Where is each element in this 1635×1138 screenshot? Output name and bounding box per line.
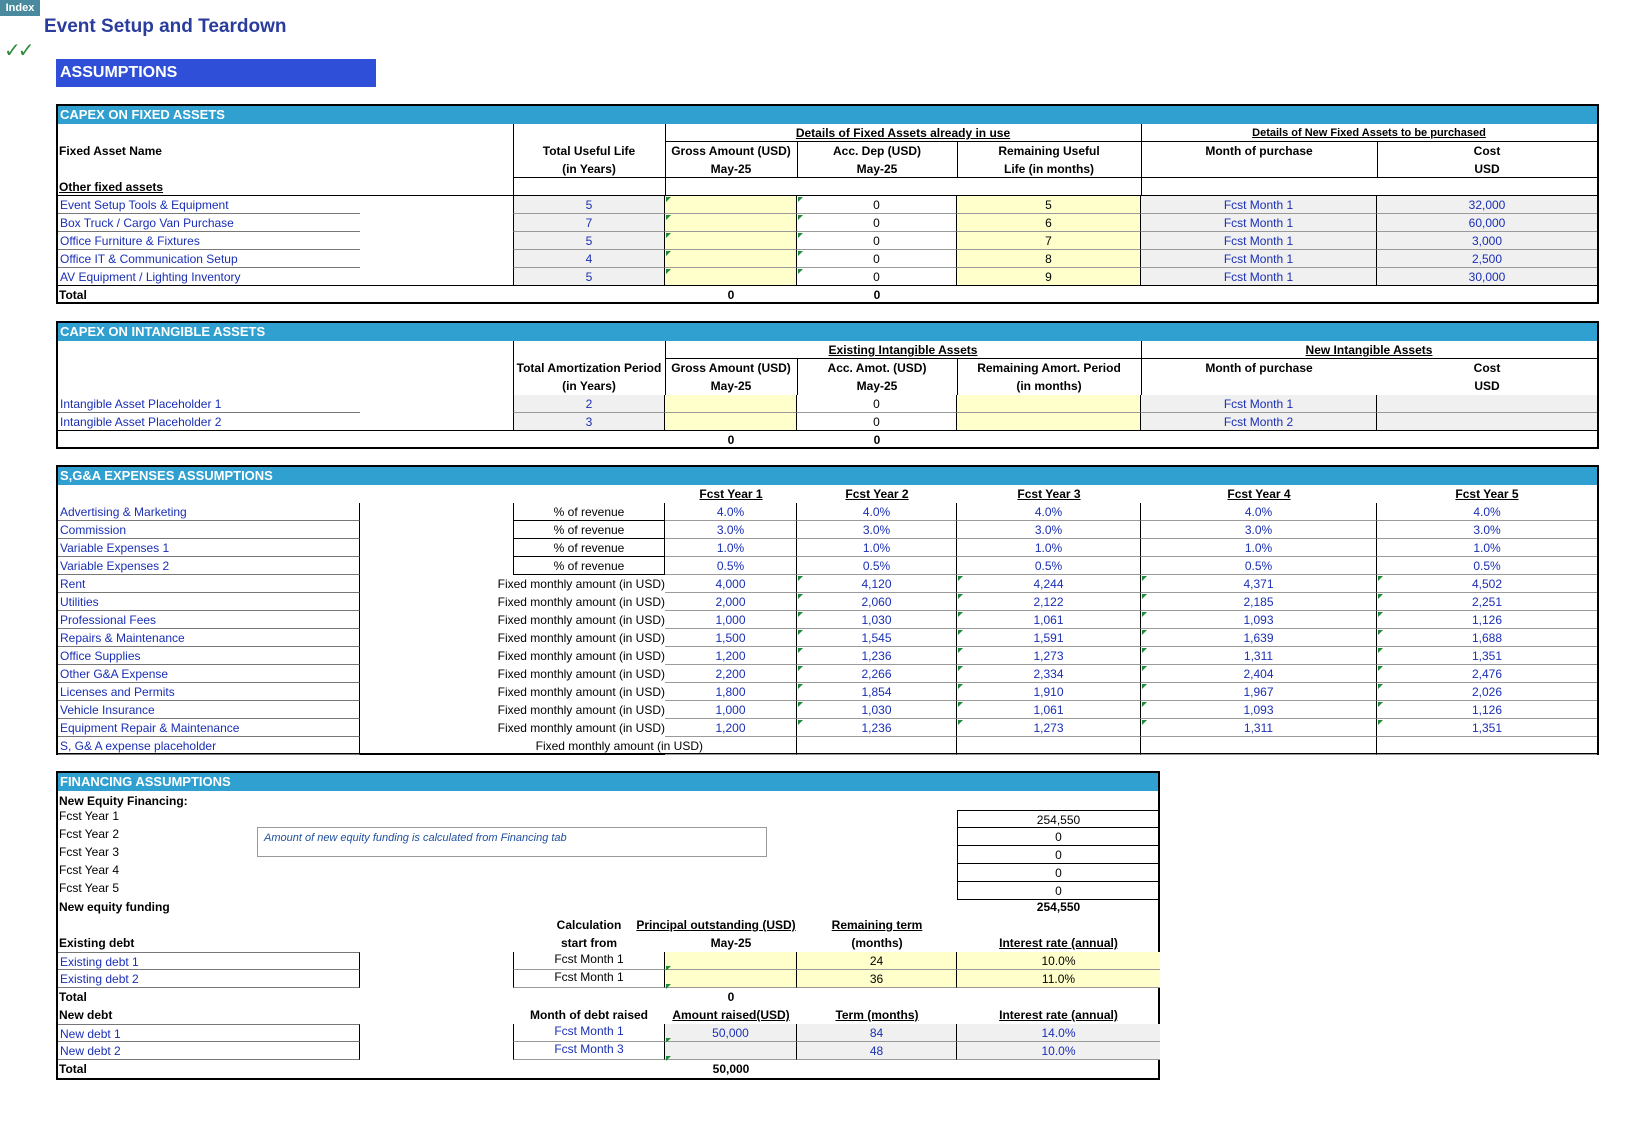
col-month-purchase: Month of purchase <box>1205 144 1313 158</box>
sga-value[interactable]: 3.0% <box>665 521 797 539</box>
fixed-useful-life[interactable]: 7 <box>513 214 665 232</box>
sga-expense-name: Advertising & Marketing <box>58 503 360 521</box>
input-marker-icon <box>666 233 671 238</box>
input-marker-icon <box>1378 648 1383 653</box>
existing-debt-rate[interactable]: 10.0% <box>957 952 1160 970</box>
sga-basis: % of revenue <box>513 557 665 575</box>
sga-value[interactable]: 1,061 <box>957 611 1141 629</box>
fixed-month-purchase[interactable]: Fcst Month 1 <box>1141 268 1377 286</box>
fixed-gross-amount[interactable] <box>665 232 797 250</box>
input-marker-icon <box>798 684 803 689</box>
col-acc-dep-date: May-25 <box>856 162 898 176</box>
sga-year-header: Fcst Year 4 <box>1227 487 1291 501</box>
fixed-cost[interactable]: 2,500 <box>1377 250 1597 268</box>
fixed-gross-amount[interactable] <box>665 268 797 286</box>
sga-basis: Fixed monthly amount (in USD) <box>497 577 665 591</box>
sga-expense-name: Office Supplies <box>58 647 360 665</box>
input-marker-icon <box>958 612 963 617</box>
sga-value[interactable]: 1,273 <box>957 719 1141 737</box>
sga-basis: Fixed monthly amount (in USD) <box>497 649 665 663</box>
sga-value[interactable]: 0.5% <box>957 557 1141 575</box>
col-remaining-life: Remaining Useful <box>998 144 1100 158</box>
equity-year-label: Fcst Year 4 <box>59 863 120 877</box>
details-existing-heading: Details of Fixed Assets already in use <box>795 126 1011 140</box>
sga-basis: Fixed monthly amount (in USD) <box>497 595 665 609</box>
sga-basis: Fixed monthly amount (in USD) <box>535 739 703 753</box>
sga-expense-name: Variable Expenses 1 <box>58 539 360 557</box>
sga-value[interactable]: 3.0% <box>1377 521 1597 539</box>
input-marker-icon <box>1378 576 1383 581</box>
col-remaining-life-unit: Life (in months) <box>1004 162 1094 176</box>
new-debt-name: New debt 2 <box>58 1042 360 1060</box>
fixed-cost[interactable]: 60,000 <box>1377 214 1597 232</box>
col-acc-amot-date: May-25 <box>856 379 898 393</box>
capex-fixed-header: CAPEX ON FIXED ASSETS <box>58 106 1597 124</box>
new-debt-month[interactable]: Fcst Month 1 <box>513 1024 665 1042</box>
new-debt-name: New debt 1 <box>58 1024 360 1042</box>
sga-value[interactable]: 1.0% <box>1377 539 1597 557</box>
input-marker-icon <box>1142 576 1147 581</box>
sga-value[interactable]: 3.0% <box>797 521 957 539</box>
col-useful-life: Total Useful Life <box>542 144 636 158</box>
fixed-total-gross: 0 <box>727 288 735 302</box>
group-other-fixed-assets: Other fixed assets <box>59 180 164 194</box>
new-debt-label: New debt <box>59 1008 113 1022</box>
equity-year-label: Fcst Year 1 <box>59 809 120 823</box>
input-marker-icon <box>1142 720 1147 725</box>
sga-value[interactable]: 2,251 <box>1377 593 1597 611</box>
sga-value[interactable]: 1,126 <box>1377 701 1597 719</box>
intangible-remaining[interactable] <box>957 395 1141 413</box>
input-marker-icon <box>958 594 963 599</box>
fixed-cost[interactable]: 32,000 <box>1377 196 1597 214</box>
intangible-month-purchase[interactable]: Fcst Month 1 <box>1141 395 1377 413</box>
fixed-gross-amount[interactable] <box>665 250 797 268</box>
sga-basis: % of revenue <box>513 539 665 557</box>
sga-expense-name: Variable Expenses 2 <box>58 557 360 575</box>
sga-value[interactable]: 4,371 <box>1141 575 1377 593</box>
fixed-month-purchase[interactable]: Fcst Month 1 <box>1141 214 1377 232</box>
col-interest-rate: Interest rate (annual) <box>999 936 1118 950</box>
existing-intangible-heading: Existing Intangible Assets <box>828 343 978 357</box>
input-marker-icon <box>1142 666 1147 671</box>
sga-value[interactable]: 1,910 <box>957 683 1141 701</box>
input-marker-icon <box>798 720 803 725</box>
sga-value[interactable] <box>957 737 1141 755</box>
equity-year-value[interactable]: 0 <box>957 846 1160 864</box>
equity-year-value[interactable]: 0 <box>957 828 1160 846</box>
existing-total-label: Total <box>59 990 87 1004</box>
intangible-remaining[interactable] <box>957 413 1141 431</box>
col-int-cost-unit: USD <box>1474 379 1500 393</box>
sga-value[interactable] <box>1377 737 1597 755</box>
index-button[interactable]: Index <box>0 0 40 16</box>
input-marker-icon <box>1142 630 1147 635</box>
sga-year-header: Fcst Year 1 <box>699 487 763 501</box>
sga-value[interactable] <box>797 737 957 755</box>
existing-debt-term[interactable]: 36 <box>797 970 957 988</box>
equity-note: Amount of new equity funding is calculated from Financing tab <box>257 827 767 857</box>
sga-basis: % of revenue <box>513 503 665 521</box>
fixed-total-dep: 0 <box>873 288 881 302</box>
input-marker-icon <box>798 666 803 671</box>
sga-value[interactable]: 1.0% <box>957 539 1141 557</box>
input-marker-icon <box>798 197 803 202</box>
sga-value[interactable]: 1,126 <box>1377 611 1597 629</box>
input-marker-icon <box>1378 666 1383 671</box>
sga-value[interactable]: 1,200 <box>665 719 797 737</box>
fixed-gross-amount[interactable] <box>665 196 797 214</box>
input-marker-icon <box>1378 594 1383 599</box>
intangible-cost[interactable] <box>1377 413 1597 431</box>
new-debt-rate[interactable]: 14.0% <box>957 1024 1160 1042</box>
fixed-month-purchase[interactable]: Fcst Month 1 <box>1141 196 1377 214</box>
sga-expense-name: Vehicle Insurance <box>58 701 360 719</box>
new-debt-term[interactable]: 48 <box>797 1042 957 1060</box>
col-new-interest-rate: Interest rate (annual) <box>999 1008 1118 1022</box>
new-debt-rate[interactable]: 10.0% <box>957 1042 1160 1060</box>
input-marker-icon <box>958 576 963 581</box>
intangible-asset-name: Intangible Asset Placeholder 2 <box>58 413 360 431</box>
fixed-cost[interactable]: 3,000 <box>1377 232 1597 250</box>
sga-expense-name: Equipment Repair & Maintenance <box>58 719 360 737</box>
sga-value[interactable]: 4.0% <box>957 503 1141 521</box>
sga-value[interactable]: 4.0% <box>1377 503 1597 521</box>
equity-year-value[interactable]: 0 <box>957 882 1160 900</box>
input-marker-icon <box>666 215 671 220</box>
sga-expense-name: Other G&A Expense <box>58 665 360 683</box>
sga-value[interactable]: 1,351 <box>1377 647 1597 665</box>
sga-value[interactable]: 1,854 <box>797 683 957 701</box>
details-new-heading: Details of New Fixed Assets to be purchased <box>1252 127 1486 139</box>
fixed-useful-life[interactable]: 5 <box>513 196 665 214</box>
input-marker-icon <box>666 197 671 202</box>
input-marker-icon <box>958 630 963 635</box>
fixed-remaining-life[interactable]: 7 <box>957 232 1141 250</box>
input-marker-icon <box>798 251 803 256</box>
col-calc-start: Calculation <box>556 918 622 932</box>
input-marker-icon <box>1378 702 1383 707</box>
equity-year-label: Fcst Year 3 <box>59 845 120 859</box>
fixed-useful-life[interactable]: 5 <box>513 268 665 286</box>
input-marker-icon <box>958 648 963 653</box>
new-debt-amount[interactable] <box>665 1042 797 1060</box>
intangible-gross-amount[interactable] <box>665 395 797 413</box>
col-cost-unit: USD <box>1474 162 1500 176</box>
intangible-acc-amot[interactable]: 0 <box>797 413 957 431</box>
new-debt-total-value: 50,000 <box>712 1062 750 1076</box>
input-marker-icon <box>1142 684 1147 689</box>
fixed-acc-dep[interactable]: 0 <box>797 214 957 232</box>
sga-year-header: Fcst Year 2 <box>845 487 909 501</box>
existing-debt-name: Existing debt 2 <box>58 970 360 988</box>
new-intangible-heading: New Intangible Assets <box>1305 343 1433 357</box>
sga-year-header: Fcst Year 3 <box>1017 487 1081 501</box>
fixed-asset-name: Office IT & Communication Setup <box>58 250 360 268</box>
col-acc-dep: Acc. Dep (USD) <box>832 144 921 158</box>
assumptions-bar: ASSUMPTIONS <box>56 59 376 87</box>
fixed-acc-dep[interactable]: 0 <box>797 232 957 250</box>
sga-header: S,G&A EXPENSES ASSUMPTIONS <box>58 467 1597 485</box>
sga-value[interactable]: 2,200 <box>665 665 797 683</box>
sga-section <box>56 465 1599 755</box>
intangible-acc-amot[interactable]: 0 <box>797 395 957 413</box>
sga-value[interactable]: 1,236 <box>797 719 957 737</box>
input-marker-icon <box>1142 612 1147 617</box>
input-marker-icon <box>666 251 671 256</box>
sga-value[interactable]: 2,404 <box>1141 665 1377 683</box>
sga-basis: Fixed monthly amount (in USD) <box>497 685 665 699</box>
input-marker-icon <box>1142 648 1147 653</box>
input-marker-icon <box>798 215 803 220</box>
new-equity-funding-total: 254,550 <box>1036 900 1081 914</box>
col-fixed-asset-name: Fixed Asset Name <box>59 144 162 158</box>
fixed-month-purchase[interactable]: Fcst Month 1 <box>1141 232 1377 250</box>
input-marker-icon <box>798 612 803 617</box>
fixed-asset-name: Box Truck / Cargo Van Purchase <box>58 214 360 232</box>
col-remaining-term-unit: (months) <box>851 936 903 950</box>
sga-value[interactable]: 3.0% <box>1141 521 1377 539</box>
fixed-asset-name: Office Furniture & Fixtures <box>58 232 360 250</box>
sga-value[interactable]: 1,967 <box>1141 683 1377 701</box>
sga-value[interactable]: 1,273 <box>957 647 1141 665</box>
sga-value[interactable]: 1,093 <box>1141 701 1377 719</box>
sga-basis: Fixed monthly amount (in USD) <box>497 721 665 735</box>
fixed-remaining-life[interactable]: 6 <box>957 214 1141 232</box>
sga-value[interactable]: 1,093 <box>1141 611 1377 629</box>
fixed-acc-dep[interactable]: 0 <box>797 196 957 214</box>
sga-value[interactable]: 1,800 <box>665 683 797 701</box>
fixed-remaining-life[interactable]: 8 <box>957 250 1141 268</box>
existing-debt-label: Existing debt <box>59 936 135 950</box>
sga-value[interactable]: 2,000 <box>665 593 797 611</box>
new-equity-label: New Equity Financing: <box>59 794 188 808</box>
col-amort-unit: (in Years) <box>562 379 616 393</box>
input-marker-icon <box>1142 702 1147 707</box>
col-useful-life-unit: (in Years) <box>562 162 616 176</box>
new-debt-month[interactable]: Fcst Month 3 <box>513 1042 665 1060</box>
existing-debt-start[interactable]: Fcst Month 1 <box>513 952 665 970</box>
sga-value[interactable]: 1.0% <box>665 539 797 557</box>
sga-value[interactable]: 1,688 <box>1377 629 1597 647</box>
input-marker-icon <box>958 702 963 707</box>
sga-expense-name: Rent <box>58 575 360 593</box>
fixed-remaining-life[interactable]: 9 <box>957 268 1141 286</box>
intangible-month-purchase[interactable]: Fcst Month 2 <box>1141 413 1377 431</box>
fixed-gross-amount[interactable] <box>665 214 797 232</box>
col-term-months: Term (months) <box>835 1008 919 1022</box>
existing-debt-name: Existing debt 1 <box>58 952 360 970</box>
intangible-cost[interactable] <box>1377 395 1597 413</box>
equity-year-label: Fcst Year 5 <box>59 881 120 895</box>
sga-value[interactable]: 1,030 <box>797 611 957 629</box>
col-int-month: Month of purchase <box>1205 361 1313 375</box>
sga-expense-name: Commission <box>58 521 360 539</box>
sga-value[interactable]: 4,244 <box>957 575 1141 593</box>
equity-year-label: Fcst Year 2 <box>59 827 120 841</box>
col-cost: Cost <box>1473 144 1501 158</box>
input-marker-icon <box>798 630 803 635</box>
sga-value[interactable]: 4,502 <box>1377 575 1597 593</box>
capex-intangible-header: CAPEX ON INTANGIBLE ASSETS <box>58 323 1597 341</box>
sga-value[interactable]: 1,311 <box>1141 647 1377 665</box>
fixed-cost[interactable]: 30,000 <box>1377 268 1597 286</box>
fixed-useful-life[interactable]: 4 <box>513 250 665 268</box>
existing-debt-principal[interactable] <box>665 952 797 970</box>
sga-expense-name: Licenses and Permits <box>58 683 360 701</box>
intangible-amort-period[interactable]: 3 <box>513 413 665 431</box>
col-acc-amot: Acc. Amot. (USD) <box>827 361 927 375</box>
sga-basis: Fixed monthly amount (in USD) <box>497 631 665 645</box>
existing-debt-term[interactable]: 24 <box>797 952 957 970</box>
new-debt-term[interactable]: 84 <box>797 1024 957 1042</box>
sga-value[interactable] <box>665 737 797 755</box>
existing-total-value: 0 <box>727 990 735 1004</box>
col-amort-period: Total Amortization Period <box>516 361 662 375</box>
fixed-acc-dep[interactable]: 0 <box>797 268 957 286</box>
new-equity-funding-label: New equity funding <box>59 900 170 914</box>
sga-value[interactable]: 0.5% <box>1377 557 1597 575</box>
input-marker-icon <box>798 648 803 653</box>
col-principal-date: May-25 <box>710 936 752 950</box>
sga-value[interactable]: 1,351 <box>1377 719 1597 737</box>
sga-value[interactable]: 4,000 <box>665 575 797 593</box>
input-marker-icon <box>958 720 963 725</box>
fixed-acc-dep[interactable]: 0 <box>797 250 957 268</box>
sga-value[interactable]: 2,334 <box>957 665 1141 683</box>
equity-year-value[interactable]: 254,550 <box>957 810 1160 828</box>
input-marker-icon <box>798 702 803 707</box>
sga-value[interactable]: 1,200 <box>665 647 797 665</box>
col-calc-start-2: start from <box>560 936 617 950</box>
col-amount-raised: Amount raised(USD) <box>672 1008 790 1022</box>
sga-value[interactable]: 1,500 <box>665 629 797 647</box>
sga-value[interactable]: 2,266 <box>797 665 957 683</box>
sga-value[interactable]: 0.5% <box>665 557 797 575</box>
col-remaining-term: Remaining term <box>831 918 923 932</box>
financing-section <box>56 771 1160 1080</box>
page-title: Event Setup and Teardown <box>44 16 287 37</box>
capex-fixed-section <box>56 104 1599 304</box>
existing-debt-rate[interactable]: 11.0% <box>957 970 1160 988</box>
new-debt-total-label: Total <box>59 1062 87 1076</box>
sga-value[interactable]: 2,122 <box>957 593 1141 611</box>
input-marker-icon <box>1378 684 1383 689</box>
sga-value[interactable]: 4.0% <box>1141 503 1377 521</box>
sga-value[interactable]: 1,545 <box>797 629 957 647</box>
input-marker-icon <box>1378 630 1383 635</box>
intangible-total-gross: 0 <box>727 433 735 447</box>
sga-value[interactable]: 2,060 <box>797 593 957 611</box>
sga-basis: Fixed monthly amount (in USD) <box>497 667 665 681</box>
col-rem-amort: Remaining Amort. Period <box>977 361 1121 375</box>
sga-value[interactable]: 3.0% <box>957 521 1141 539</box>
input-marker-icon <box>666 269 671 274</box>
fixed-month-purchase[interactable]: Fcst Month 1 <box>1141 250 1377 268</box>
fixed-total-label: Total <box>59 288 87 302</box>
col-gross-date: May-25 <box>710 162 752 176</box>
col-int-gross: Gross Amount (USD) <box>671 361 791 375</box>
fixed-asset-name: AV Equipment / Lighting Inventory <box>58 268 360 286</box>
fixed-useful-life[interactable]: 5 <box>513 232 665 250</box>
input-marker-icon <box>798 233 803 238</box>
new-debt-amount[interactable]: 50,000 <box>665 1024 797 1042</box>
intangible-amort-period[interactable]: 2 <box>513 395 665 413</box>
sga-value[interactable]: 4,120 <box>797 575 957 593</box>
sga-value[interactable]: 1.0% <box>1141 539 1377 557</box>
sga-value[interactable]: 1,591 <box>957 629 1141 647</box>
input-marker-icon <box>1378 612 1383 617</box>
intangible-total-acc: 0 <box>873 433 881 447</box>
sga-value[interactable]: 1,061 <box>957 701 1141 719</box>
sga-value[interactable]: 0.5% <box>1141 557 1377 575</box>
sga-value[interactable]: 2,185 <box>1141 593 1377 611</box>
input-marker-icon <box>958 684 963 689</box>
input-marker-icon <box>1378 720 1383 725</box>
sga-value[interactable]: 1,311 <box>1141 719 1377 737</box>
sga-value[interactable]: 0.5% <box>797 557 957 575</box>
sga-expense-name: Repairs & Maintenance <box>58 629 360 647</box>
fixed-remaining-life[interactable]: 5 <box>957 196 1141 214</box>
col-int-cost: Cost <box>1473 361 1501 375</box>
sga-value[interactable]: 1,000 <box>665 611 797 629</box>
existing-debt-principal[interactable] <box>665 970 797 988</box>
sga-value[interactable]: 1,639 <box>1141 629 1377 647</box>
col-principal: Principal outstanding (USD) <box>636 918 796 932</box>
col-month-raised: Month of debt raised <box>530 1008 648 1022</box>
equity-year-value[interactable]: 0 <box>957 864 1160 882</box>
sga-value[interactable]: 2,026 <box>1377 683 1597 701</box>
sga-expense-name: Professional Fees <box>58 611 360 629</box>
col-int-gross-date: May-25 <box>710 379 752 393</box>
intangible-gross-amount[interactable] <box>665 413 797 431</box>
sga-expense-name: Utilities <box>58 593 360 611</box>
input-marker-icon <box>958 666 963 671</box>
sga-value[interactable]: 2,476 <box>1377 665 1597 683</box>
existing-debt-start[interactable]: Fcst Month 1 <box>513 970 665 988</box>
sga-value[interactable]: 1,000 <box>665 701 797 719</box>
sga-year-header: Fcst Year 5 <box>1455 487 1519 501</box>
sga-basis: % of revenue <box>513 521 665 539</box>
fixed-asset-name: Event Setup Tools & Equipment <box>58 196 360 214</box>
intangible-asset-name: Intangible Asset Placeholder 1 <box>58 395 360 413</box>
sga-value[interactable]: 4.0% <box>665 503 797 521</box>
input-marker-icon <box>798 269 803 274</box>
col-gross-amount: Gross Amount (USD) <box>671 144 791 158</box>
financing-header: FINANCING ASSUMPTIONS <box>58 773 1158 791</box>
sga-basis: Fixed monthly amount (in USD) <box>497 703 665 717</box>
check-marks-icon: ✓✓ <box>4 40 32 62</box>
sga-expense-name: S, G& A expense placeholder <box>58 737 360 755</box>
input-marker-icon <box>798 576 803 581</box>
sga-value[interactable]: 1,236 <box>797 647 957 665</box>
input-marker-icon <box>1142 594 1147 599</box>
sga-basis: Fixed monthly amount (in USD) <box>497 613 665 627</box>
col-rem-amort-unit: (in months) <box>1016 379 1082 393</box>
sga-value[interactable]: 1,030 <box>797 701 957 719</box>
sga-value[interactable]: 4.0% <box>797 503 957 521</box>
sga-value[interactable]: 1.0% <box>797 539 957 557</box>
sga-value[interactable] <box>1141 737 1377 755</box>
input-marker-icon <box>798 594 803 599</box>
capex-intangible-section <box>56 321 1599 449</box>
